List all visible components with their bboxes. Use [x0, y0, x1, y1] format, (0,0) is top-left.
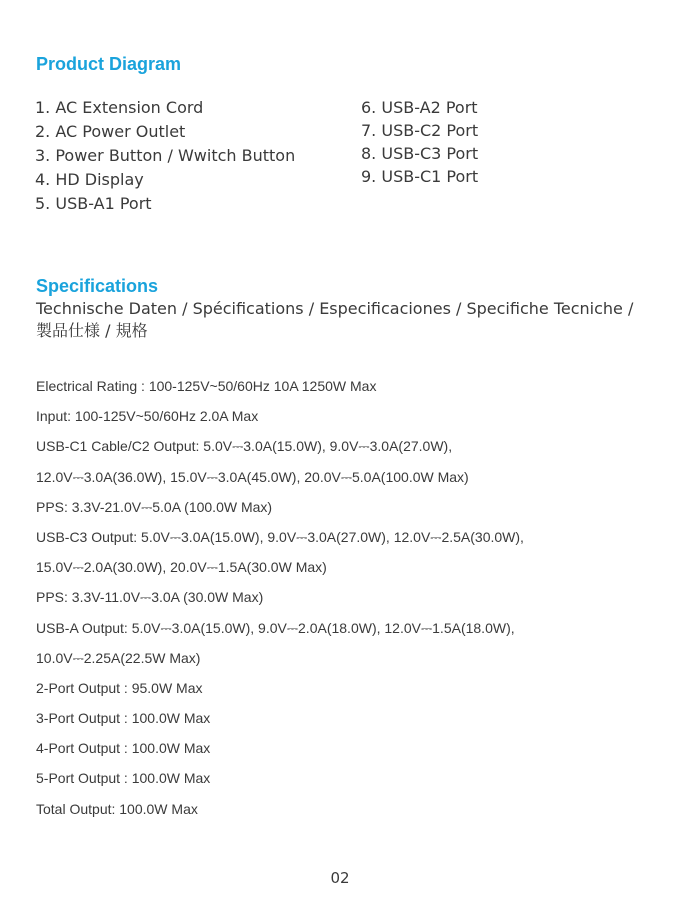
- spec-line: Total Output: 100.0W Max: [36, 800, 198, 817]
- spec-line: 4-Port Output : 100.0W Max: [36, 740, 211, 757]
- part-item: 1. AC Extension Cord: [35, 98, 204, 117]
- specifications-heading: Specifications: [36, 276, 159, 296]
- parts-list-left: [35, 96, 295, 216]
- spec-line: Electrical Rating : 100-125V~50/60Hz 10A 1250W Max: [36, 378, 377, 394]
- part-item: 3. Power Button / Wwitch Button: [35, 146, 296, 165]
- part-item: 9. USB-C1 Port: [361, 167, 479, 186]
- specifications-subtitle: Technische Daten / Spécifications / Especificaciones / Specifiche Tecniche / 製品仕様 / 規格: [36, 299, 634, 340]
- parts-list-right: [361, 96, 478, 188]
- spec-line: Input: 100-125V~50/60Hz 2.0A Max: [36, 408, 259, 425]
- part-item: 4. HD Display: [35, 170, 144, 189]
- spec-line: PPS: 3.3V-21.0V⎓5.0A (100.0W Max): [36, 498, 273, 515]
- spec-line: 15.0V⎓2.0A(30.0W), 20.0V⎓1.5A(30.0W Max): [36, 559, 327, 576]
- spec-line: 2-Port Output : 95.0W Max: [36, 679, 203, 696]
- spec-line: PPS: 3.3V-11.0V⎓3.0A (30.0W Max): [36, 589, 264, 606]
- part-item: 2. AC Power Outlet: [35, 122, 186, 141]
- spec-line: USB-C3 Output: 5.0V⎓3.0A(15.0W), 9.0V⎓3.0A(27.0W), 12.0V⎓2.5A(30.0W),: [36, 528, 524, 545]
- part-item: 5. USB-A1 Port: [35, 194, 152, 213]
- part-item: 6. USB-A2 Port: [361, 98, 478, 117]
- page-number: 02: [330, 869, 350, 887]
- spec-line: 5-Port Output : 100.0W Max: [36, 770, 211, 787]
- spec-line: 10.0V⎓2.25A(22.5W Max): [36, 649, 201, 666]
- product-diagram-heading: Product Diagram: [36, 54, 182, 74]
- spec-line: USB-C1 Cable/C2 Output: 5.0V⎓3.0A(15.0W), 9.0V⎓3.0A(27.0W),: [36, 438, 453, 455]
- part-item: 8. USB-C3 Port: [361, 144, 479, 163]
- specifications-list: [36, 374, 524, 827]
- part-item: 7. USB-C2 Port: [361, 121, 479, 140]
- spec-line: USB-A Output: 5.0V⎓3.0A(15.0W), 9.0V⎓2.0A(18.0W), 12.0V⎓1.5A(18.0W),: [36, 619, 515, 636]
- spec-line: 12.0V⎓3.0A(36.0W), 15.0V⎓3.0A(45.0W), 20.0V⎓5.0A(100.0W Max): [36, 468, 469, 485]
- spec-line: 3-Port Output : 100.0W Max: [36, 710, 211, 727]
